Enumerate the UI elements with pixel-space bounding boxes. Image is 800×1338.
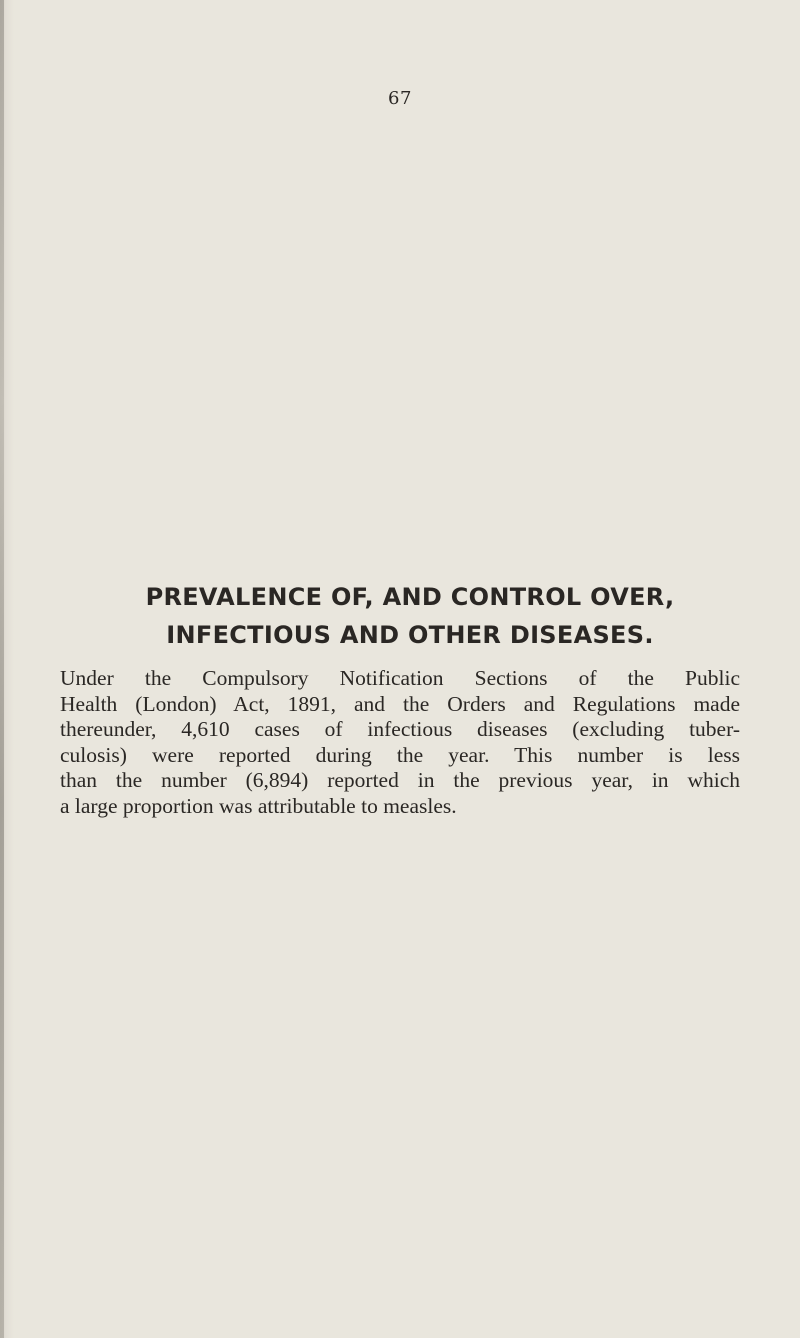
paragraph-line: Under the Compulsory Notification Sections of the Public	[60, 666, 740, 690]
paragraph-line: thereunder, 4,610 cases of infectious diseases (excluding tuber-	[60, 717, 740, 741]
paragraph-line: than the number (6,894) reported in the previous year, in which	[60, 768, 740, 792]
heading-line-1: PREVALENCE OF, AND CONTROL OVER,	[145, 583, 675, 611]
body-paragraph	[60, 666, 740, 819]
page-number: 67	[388, 88, 412, 109]
paragraph-line: Health (London) Act, 1891, and the Orders and Regulations made	[60, 691, 740, 716]
paragraph-line: culosis) were reported during the year. This number is less	[60, 742, 740, 767]
heading-line-2: INFECTIOUS AND OTHER DISEASES.	[166, 621, 654, 649]
paragraph-line: a large proportion was attributable to measles.	[60, 793, 457, 818]
page-binding-edge	[0, 0, 4, 1338]
section-heading	[80, 578, 740, 654]
